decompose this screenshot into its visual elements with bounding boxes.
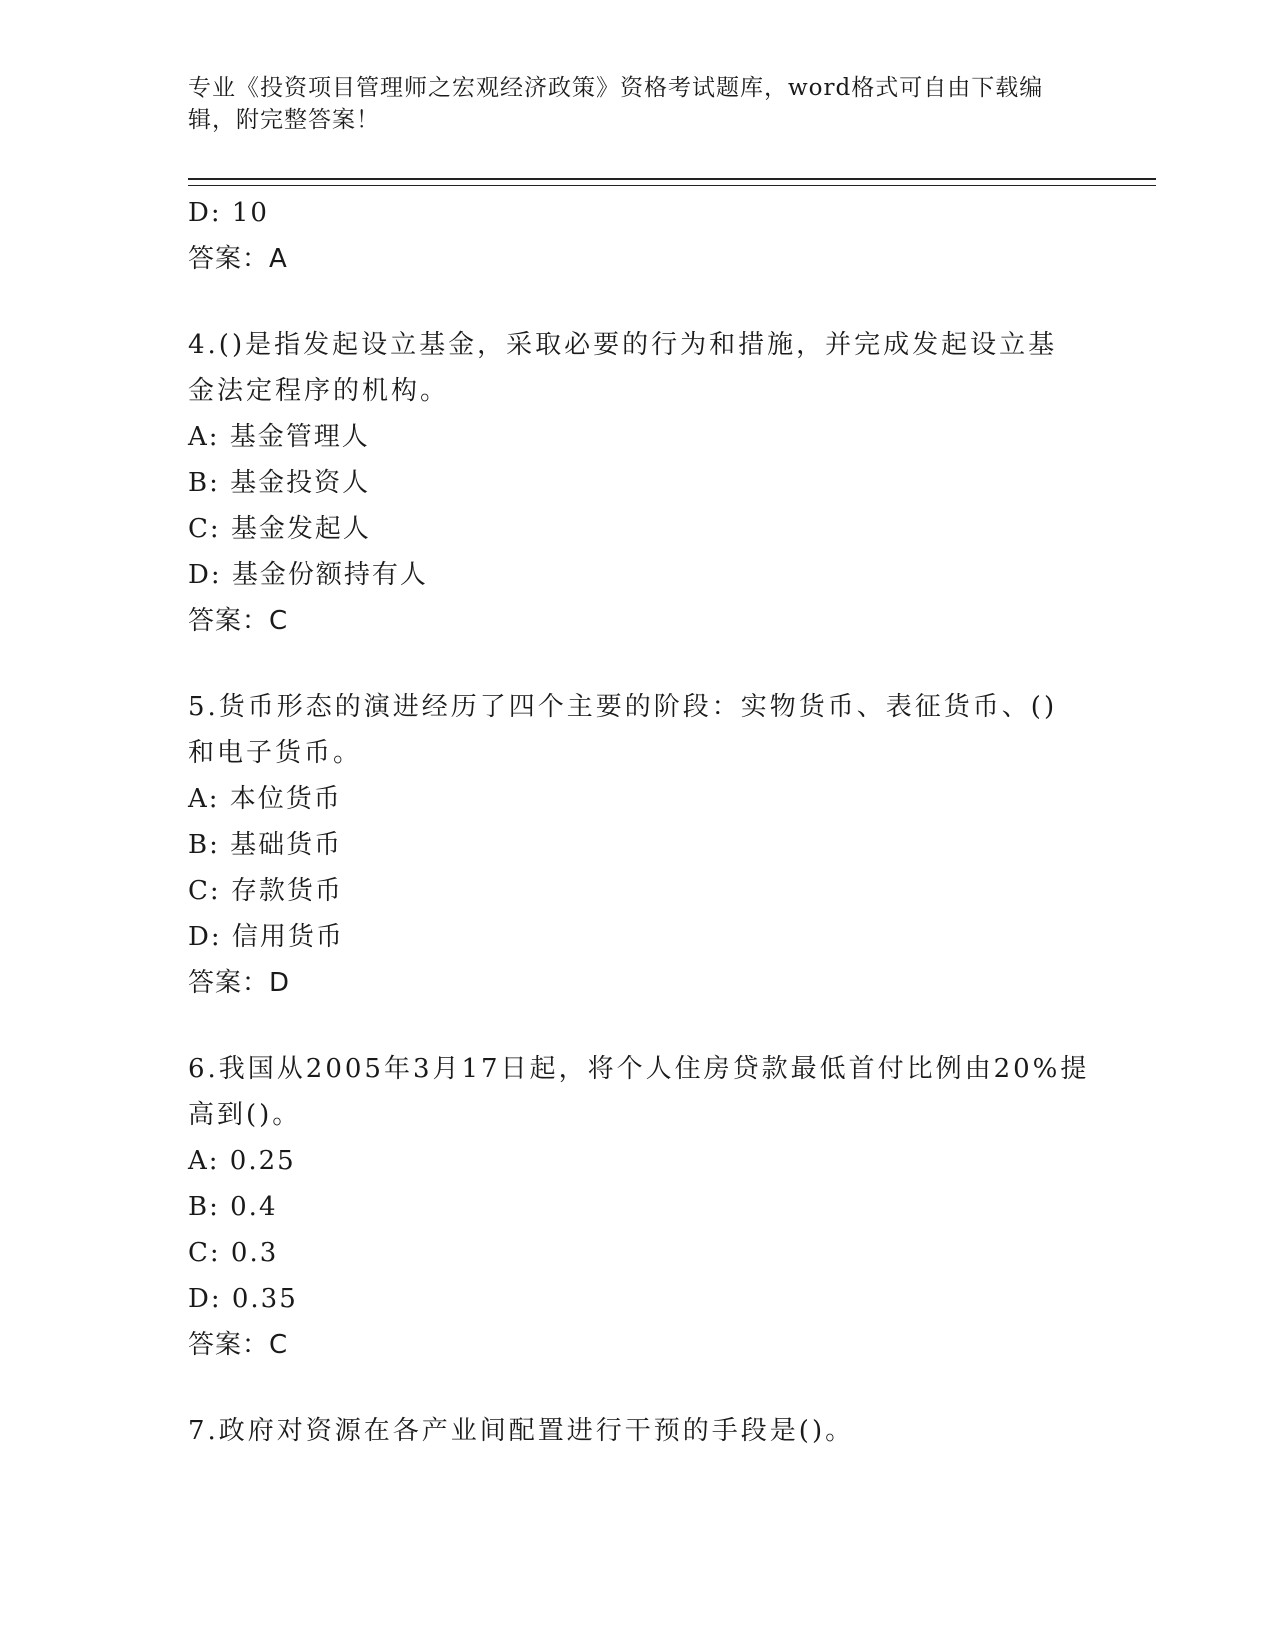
- header-line-1: 专业《投资项目管理师之宏观经济政策》资格考试题库，word格式可自由下载编: [188, 75, 1044, 101]
- answer-line: 答案：D: [188, 968, 291, 998]
- stem-line-2: 金法定程序的机构。: [188, 376, 450, 406]
- option-a: A: 0.25: [188, 1146, 296, 1176]
- question-7: [188, 1408, 1088, 1454]
- question-6: [188, 1046, 1088, 1368]
- previous-question-tail: [188, 190, 1088, 282]
- stem-line-1: 4.()是指发起设立基金，采取必要的行为和措施，并完成发起设立基: [188, 330, 1058, 360]
- option-d: D: 0.35: [188, 1284, 298, 1314]
- option-b: B: 0.4: [188, 1192, 278, 1222]
- option-a: A: 基金管理人: [188, 422, 370, 452]
- document-header: [188, 72, 1088, 136]
- answer-line: 答案：A: [188, 244, 288, 274]
- stem-line-1: 6.我国从2005年3月17日起，将个人住房贷款最低首付比例由20%提: [188, 1054, 1090, 1084]
- stem-line-2: 和电子货币。: [188, 738, 363, 768]
- option-d: D: 信用货币: [188, 922, 344, 952]
- question-5: [188, 684, 1088, 1006]
- question-list: [188, 190, 1088, 1454]
- header-line-2: 辑，附完整答案！: [188, 107, 380, 133]
- stem-line-1: 5.货币形态的演进经历了四个主要的阶段：实物货币、表征货币、(): [188, 692, 1058, 722]
- option-c: C: 基金发起人: [188, 514, 371, 544]
- question-4: [188, 322, 1088, 644]
- question-stem: [188, 322, 1088, 414]
- option-b: B: 基础货币: [188, 830, 343, 860]
- stem-line-1: 7.政府对资源在各产业间配置进行干预的手段是()。: [188, 1416, 855, 1446]
- option-c: C: 存款货币: [188, 876, 343, 906]
- option-d: D: 10: [188, 198, 269, 228]
- option-c: C: 0.3: [188, 1238, 279, 1268]
- option-a: A: 本位货币: [188, 784, 342, 814]
- answer-line: 答案：C: [188, 1330, 289, 1360]
- header-divider: [188, 178, 1156, 186]
- option-b: B: 基金投资人: [188, 468, 371, 498]
- question-stem: [188, 684, 1088, 776]
- option-d: D: 基金份额持有人: [188, 560, 428, 590]
- stem-line-2: 高到()。: [188, 1100, 302, 1130]
- answer-line: 答案：C: [188, 606, 289, 636]
- question-stem: [188, 1046, 1088, 1138]
- question-stem: [188, 1408, 1088, 1454]
